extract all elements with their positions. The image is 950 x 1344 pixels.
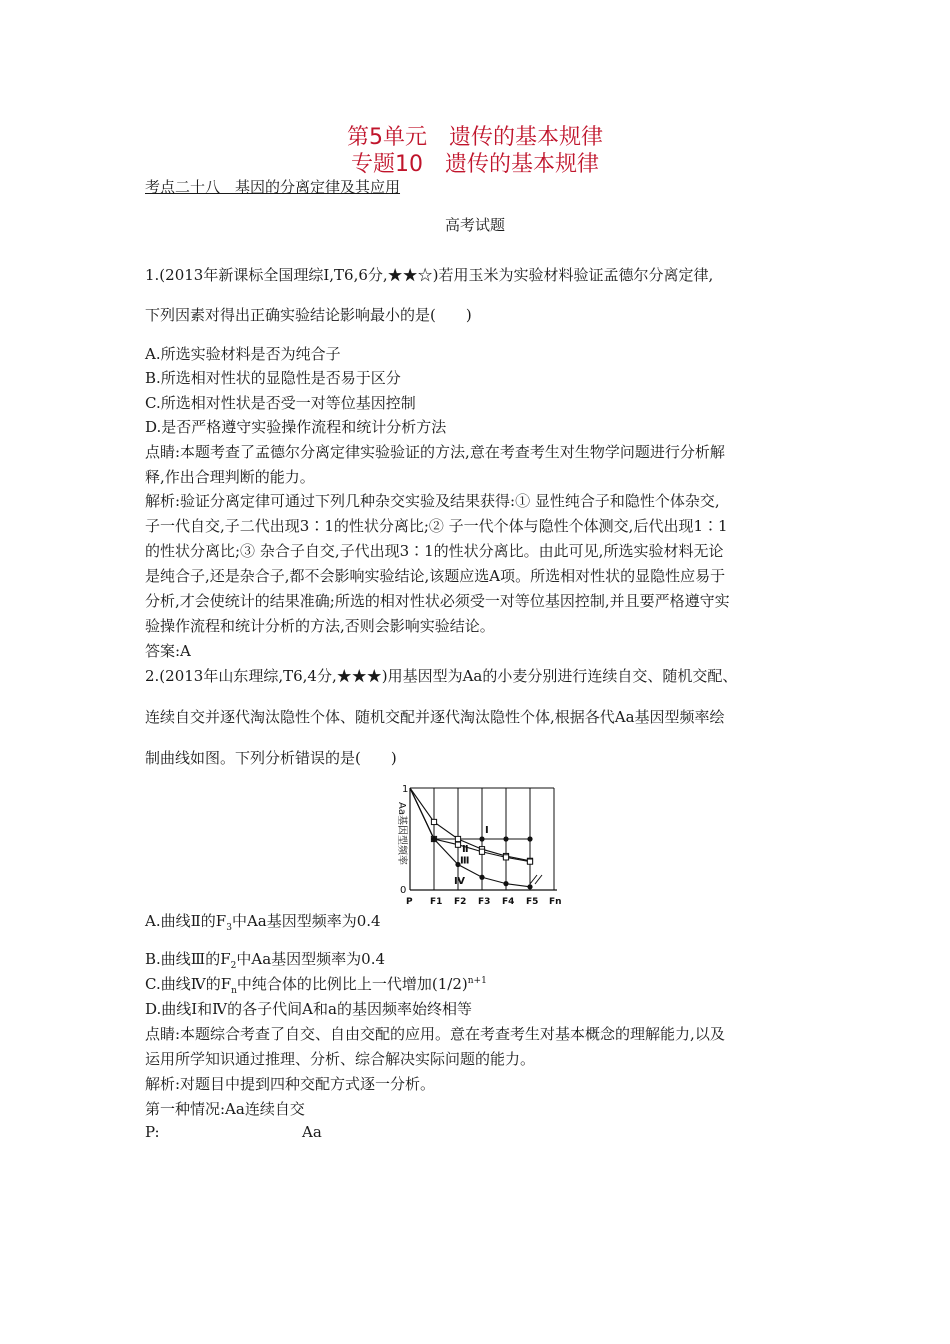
y-axis-label: Aa基因型频率 — [396, 802, 407, 865]
section-heading: 考点二十八 基因的分离定律及其应用 — [145, 178, 401, 196]
topic-title: 专题10 遗传的基本规律 — [351, 152, 599, 177]
q2-analysis: 解析:对题目中提到四种交配方式逐一分析。 — [145, 1075, 436, 1093]
x-tick-label: F3 — [478, 897, 491, 907]
data-point — [503, 855, 508, 860]
q1-option-d: D.是否严格遵守实验操作流程和统计分析方法 — [145, 418, 447, 436]
q2-stem-line3: 制曲线如图。下列分析错误的是( ) — [145, 749, 397, 767]
q1-analysis-line5: 分析,才会使统计的结果准确;所选的相对性状必须受一对等位基因控制,并且要严格遵守实 — [145, 592, 730, 610]
q1-stem-line2: 下列因素对得出正确实验结论影响最小的是( ) — [145, 306, 472, 324]
x-tick-label: F4 — [502, 897, 515, 907]
q2-point-line1: 点睛:本题综合考查了自交、自由交配的应用。意在考查考生对基本概念的理解能力,以及 — [145, 1025, 725, 1043]
q2-option-b-sub: 2 — [230, 961, 237, 971]
series-label: Ⅱ — [462, 844, 469, 856]
data-point — [527, 859, 532, 864]
q2-stem-line1: 2.(2013年山东理综,T6,4分,★★★)用基因型为Aa的小麦分别进行连续自交、随机交配、 — [145, 667, 738, 685]
q1-option-c: C.所选相对性状是否受一对等位基因控制 — [145, 394, 416, 412]
q1-point-line1: 点睛:本题考查了孟德尔分离定律实验验证的方法,意在考查考生对生物学问题进行分析解 — [145, 443, 725, 461]
q2-option-c-mid: 中纯合体的比例比上一代增加(1/2) — [236, 975, 468, 993]
q1-analysis-line1: 解析:验证分离定律可通过下列几种杂交实验及结果获得:① 显性纯合子和隐性个体杂交, — [145, 492, 720, 510]
q2-option-c-sup: n+1 — [467, 976, 487, 986]
q1-option-a: A.所选实验材料是否为纯合子 — [145, 345, 341, 363]
q2-option-d: D.曲线Ⅰ和Ⅳ的各子代间A和a的基因频率始终相等 — [145, 1000, 472, 1018]
data-point — [479, 836, 484, 841]
q1-answer: 答案:A — [145, 642, 191, 660]
q1-stem-line1: 1.(2013年新课标全国理综Ⅰ,T6,6分,★★☆)若用玉米为实验材料验证孟德尔分离定律, — [145, 266, 714, 284]
aa-frequency-chart — [385, 780, 560, 910]
x-tick-label: F5 — [526, 897, 539, 907]
x-tick-label: Fn — [549, 897, 562, 907]
q2-option-c-text: C.曲线Ⅳ的F — [145, 975, 232, 993]
q1-point-line2: 释,作出合理判断的能力。 — [145, 468, 315, 486]
q2-option-a-rest: 中Aa基因型频率为0.4 — [231, 912, 381, 930]
q2-option-c-sub: n — [231, 986, 237, 996]
q2-option-a-sub: 3 — [226, 923, 232, 933]
data-point — [479, 849, 484, 854]
q2-option-a-text: A.曲线Ⅱ的F — [145, 912, 227, 930]
q1-analysis-line2: 子一代自交,子二代出现3∶1的性状分离比;② 子一代个体与隐性个体测交,后代出现1∶1 — [145, 517, 728, 535]
q2-point-line2: 运用所学知识通过推理、分析、综合解决实际问题的能力。 — [145, 1050, 536, 1068]
q2-option-c — [145, 973, 487, 996]
q1-analysis-line4: 是纯合子,还是杂合子,都不会影响实验结论,该题应选A项。所选相对性状的显隐性应易于 — [145, 567, 726, 585]
data-point — [503, 836, 508, 841]
q2-p-label: P: — [145, 1123, 160, 1141]
series-line — [410, 788, 530, 862]
q2-option-a — [145, 910, 381, 933]
unit-title: 第5单元 遗传的基本规律 — [347, 125, 603, 150]
series-line — [410, 788, 530, 887]
y-tick-top: 1 — [402, 784, 409, 795]
q1-option-b: B.所选相对性状的显隐性是否易于区分 — [145, 369, 401, 387]
data-point — [455, 842, 460, 847]
data-point — [479, 875, 484, 880]
q2-p-value: Aa — [302, 1123, 322, 1141]
q1-analysis-line3: 的性状分离比;③ 杂合子自交,子代出现3∶1的性状分离比。由此可见,所选实验材料无论 — [145, 542, 724, 560]
data-point — [431, 836, 436, 841]
y-tick-zero: 0 — [400, 885, 407, 896]
x-tick-label: P — [406, 897, 413, 907]
series-line — [410, 788, 530, 861]
x-tick-label: F2 — [454, 897, 467, 907]
subheading: 高考试题 — [444, 216, 505, 234]
q2-case1: 第一种情况:Aa连续自交 — [145, 1100, 305, 1118]
series-label: Ⅲ — [460, 855, 470, 867]
series-label: Ⅳ — [454, 875, 465, 887]
data-point — [455, 836, 460, 841]
data-point — [431, 819, 436, 824]
series-label: Ⅰ — [485, 825, 489, 836]
q2-option-b-text: B.曲线Ⅲ的F — [145, 950, 231, 968]
q2-option-b-rest: 中Aa基因型频率为0.4 — [236, 950, 386, 968]
x-tick-label: F1 — [430, 897, 443, 907]
data-point — [527, 836, 532, 841]
data-point — [527, 884, 532, 889]
q2-stem-line2: 连续自交并逐代淘汰隐性个体、随机交配并逐代淘汰隐性个体,根据各代Aa基因型频率绘 — [145, 708, 725, 726]
q1-analysis-line6: 验操作流程和统计分析的方法,否则会影响实验结论。 — [145, 617, 495, 635]
q2-option-b — [145, 948, 385, 971]
data-point — [503, 881, 508, 886]
